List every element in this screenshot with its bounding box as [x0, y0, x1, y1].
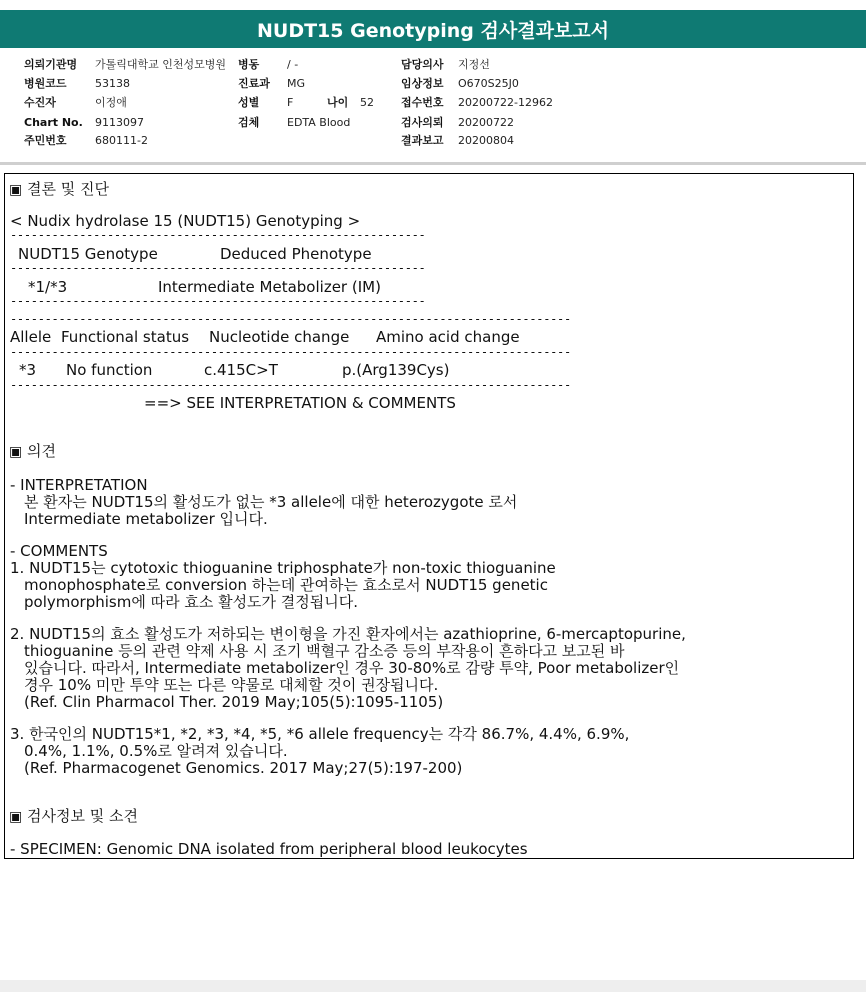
comment-reference: (Ref. Clin Pharmacol Ther. 2019 May;105(5):1095-1105) [24, 693, 444, 711]
col-functional-status: Functional status [61, 328, 190, 346]
comment-line: 1. NUDT15는 cytotoxic thioguanine triphosphate가 non-toxic thioguanine [10, 559, 556, 577]
hospital-code-label: 병원코드 [24, 77, 67, 90]
col-nucleotide-change: Nucleotide change [209, 328, 350, 346]
square-icon: ▣ [9, 182, 23, 198]
section-opinion-heading [9, 443, 56, 461]
report-title: NUDT15 Genotyping 검사결과보고서 [0, 10, 866, 48]
divider-line: --------------------------------------------------------------------------------- [10, 345, 571, 359]
comment-reference: (Ref. Pharmacogenet Genomics. 2017 May;27(5):197-200) [24, 759, 463, 777]
receipt-label: 접수번호 [401, 96, 444, 109]
department-value: MG [287, 77, 306, 90]
divider-line: --------------------------------------------------------------------------------- [10, 378, 571, 392]
square-icon: ▣ [9, 444, 23, 460]
institution-value: 가톨릭대학교 인천성모병원 [95, 58, 227, 71]
doctor-label: 담당의사 [401, 58, 444, 71]
comment-line: polymorphism에 따라 효소 활성도가 결정됩니다. [24, 593, 359, 611]
col-genotype: NUDT15 Genotype [18, 245, 158, 263]
comment-line: 있습니다. 따라서, Intermediate metabolizer인 경우 30-80%로 감량 투약, Poor metabolizer인 [24, 659, 680, 677]
comment-line: monophosphate로 conversion 하는데 관여하는 효소로서 NUDT15 genetic [24, 576, 548, 594]
divider-line: ------------------------------------------------------------ [10, 228, 426, 242]
nucleotide-value: c.415C>T [204, 361, 278, 379]
sex-label: 성별 [238, 96, 260, 109]
specimen-label: 검체 [238, 116, 260, 129]
phenotype-value: Intermediate Metabolizer (IM) [158, 278, 381, 296]
comment-line: 2. NUDT15의 효소 활성도가 저하되는 변이형을 가진 환자에서는 azathioprine, 6-mercaptopurine, [10, 625, 686, 643]
request-label: 검사의뢰 [401, 116, 444, 129]
divider-line: ------------------------------------------------------------ [10, 261, 426, 275]
institution-label: 의뢰기관명 [24, 58, 78, 71]
comments-heading: - COMMENTS [10, 542, 108, 560]
clinical-info-label: 임상정보 [401, 77, 444, 90]
age-value: 52 [360, 96, 374, 109]
specimen-value: EDTA Blood [287, 116, 351, 129]
report-date-label: 결과보고 [401, 134, 444, 147]
allele-value: *3 [19, 361, 37, 379]
comment-line: 경우 10% 미만 투약 또는 다른 약물로 대체할 것이 권장됩니다. [24, 676, 439, 694]
header-divider [0, 162, 866, 165]
square-icon: ▣ [9, 809, 23, 825]
divider-line: --------------------------------------------------------------------------------- [10, 312, 571, 326]
divider-line: ------------------------------------------------------------ [10, 294, 426, 308]
report-date-value: 20200804 [458, 134, 514, 147]
report-body [4, 173, 854, 859]
comment-line: 0.4%, 1.1%, 0.5%로 알려져 있습니다. [24, 742, 288, 760]
functional-value: No function [66, 361, 153, 379]
see-interpretation: ==> SEE INTERPRETATION & COMMENTS [144, 394, 456, 412]
col-amino-acid-change: Amino acid change [376, 328, 520, 346]
receipt-value: 20200722-12962 [458, 96, 553, 109]
interpretation-line: 본 환자는 NUDT15의 활성도가 없는 *3 allele에 대한 heterozygote 로서 [24, 493, 518, 511]
col-phenotype: Deduced Phenotype [220, 245, 372, 263]
test-title: < Nudix hydrolase 15 (NUDT15) Genotyping > [10, 212, 361, 230]
chart-value: 9113097 [95, 116, 144, 129]
department-label: 진료과 [238, 77, 270, 90]
section-conclusion-text: 결론 및 진단 [27, 180, 110, 198]
hospital-code-value: 53138 [95, 77, 130, 90]
resident-value: 680111-2 [95, 134, 148, 147]
specimen-line: - SPECIMEN: Genomic DNA isolated from peripheral blood leukocytes [10, 840, 528, 858]
section-test-info-text: 검사정보 및 소견 [27, 807, 138, 825]
section-conclusion-heading [9, 181, 109, 199]
ward-label: 병동 [238, 58, 260, 71]
comment-line: thioguanine 등의 관련 약제 사용 시 조기 백혈구 감소증 등의 부작용이 흔하다고 보고된 바 [24, 642, 625, 660]
comment-line: 3. 한국인의 NUDT15*1, *2, *3, *4, *5, *6 allele frequency는 각각 86.7%, 4.4%, 6.9%, [10, 725, 630, 743]
interpretation-heading: - INTERPRETATION [10, 476, 148, 494]
sex-value: F [287, 96, 294, 109]
section-test-info-heading [9, 808, 138, 826]
request-value: 20200722 [458, 116, 514, 129]
section-opinion-text: 의견 [27, 442, 56, 460]
resident-label: 주민번호 [24, 134, 67, 147]
amino-acid-value: p.(Arg139Cys) [342, 361, 450, 379]
chart-label: Chart No. [24, 116, 83, 129]
patient-value: 이정애 [95, 96, 127, 109]
genotype-value: *1/*3 [28, 278, 68, 296]
age-label: 나이 [327, 96, 349, 109]
patient-label: 수진자 [24, 96, 56, 109]
doctor-value: 지정선 [458, 58, 490, 71]
ward-value: / - [287, 58, 299, 71]
bottom-strip [0, 980, 866, 992]
col-allele: Allele [10, 328, 52, 346]
clinical-info-value: O670S25J0 [458, 77, 519, 90]
interpretation-line: Intermediate metabolizer 입니다. [24, 510, 268, 528]
